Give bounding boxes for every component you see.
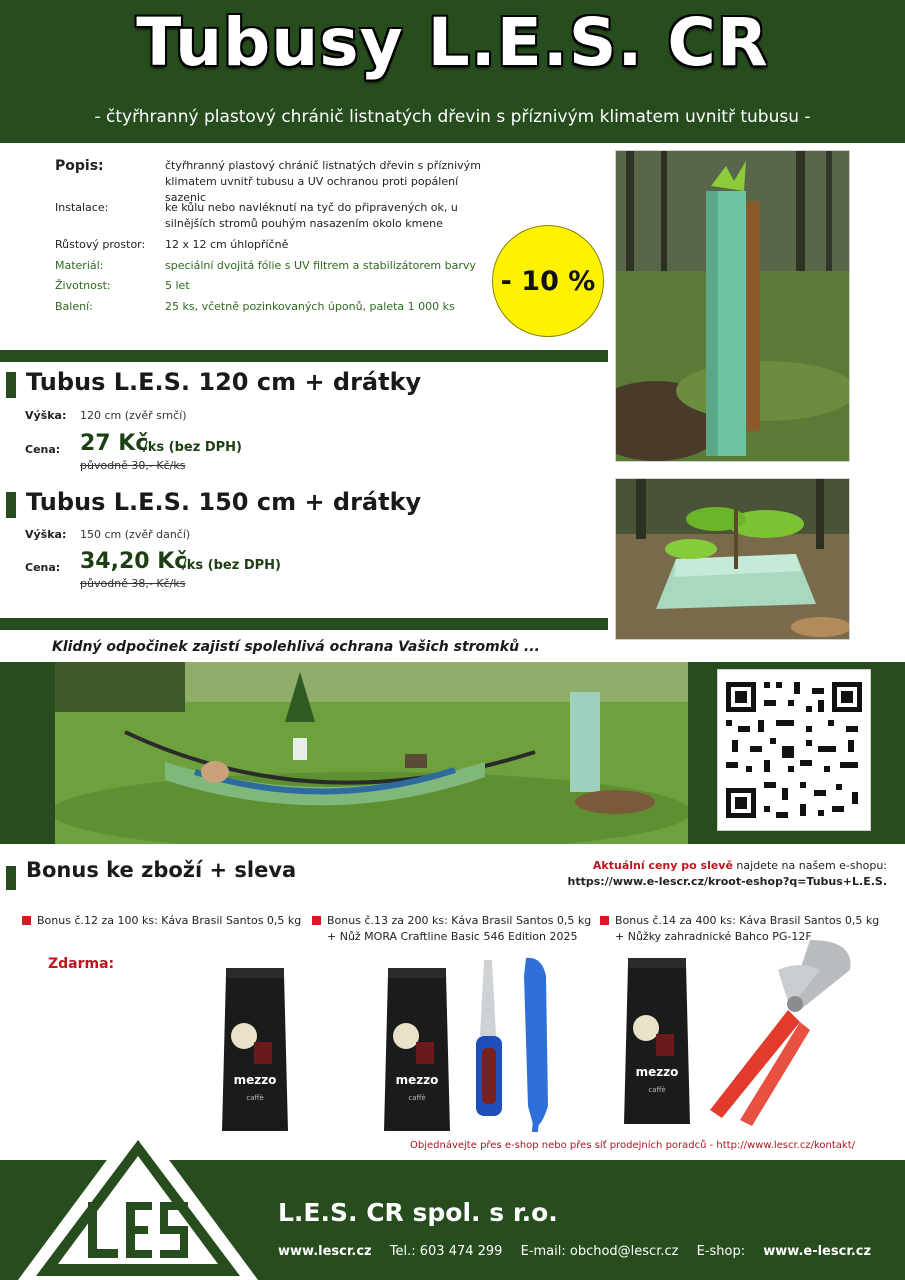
coffee-brand: mezzo	[635, 1065, 679, 1079]
slogan: Klidný odpočinek zajistí spolehlivá ochrana Vašich stromků ...	[52, 639, 540, 655]
price-label: Cena:	[25, 561, 61, 574]
photo-hammock-art	[55, 662, 688, 844]
spec-value: 12 x 12 cm úhlopříčně	[165, 238, 289, 251]
price-old: původně 30,- Kč/ks	[80, 459, 186, 472]
coffee-bag-art	[622, 956, 692, 1128]
qr-code-art	[718, 670, 870, 830]
eshop-note-text: najdete na našem e-shopu:	[732, 859, 887, 872]
bonus-title-text: Bonus ke zboží + sleva	[26, 858, 297, 882]
spec-label: Růstový prostor:	[55, 238, 146, 251]
web-link[interactable]: www.lescr.cz	[278, 1244, 372, 1259]
product-title-120	[6, 368, 421, 396]
eshop-note-highlight: Aktuální ceny po slevě	[592, 859, 733, 872]
company-name: L.E.S. CR spol. s r.o.	[278, 1198, 558, 1227]
coffee-sub: caffè	[408, 1094, 426, 1102]
spec-label: Materiál:	[55, 259, 104, 272]
coffee-bag-12	[220, 966, 290, 1136]
coffee-brand: mezzo	[395, 1073, 439, 1087]
divider-bar	[0, 618, 608, 630]
order-note: Objednávejte přes e-shop nebo přes síť prodejních poradců - http://www.lescr.cz/kontakt/	[410, 1140, 855, 1151]
title-marker	[6, 492, 16, 518]
eshop-link[interactable]: https://www.e-lescr.cz/kroot-eshop?q=Tubus+L.E.S.	[567, 875, 887, 888]
height-value: 150 cm (zvěř dančí)	[80, 528, 191, 541]
knife-image	[462, 956, 574, 1136]
free-label: Zdarma:	[48, 956, 115, 972]
photo-tube-forest	[615, 150, 850, 462]
qr-code[interactable]	[717, 669, 871, 831]
bullet-icon	[22, 916, 31, 925]
spec-label: Popis:	[55, 158, 104, 174]
coffee-sub: caffè	[648, 1086, 666, 1094]
bonus-item-text-2: + Nůžky zahradnické Bahco PG-12F	[615, 930, 812, 943]
eshop-note	[567, 858, 887, 890]
discount-badge: - 10 %	[492, 225, 604, 337]
pruner-image	[690, 930, 860, 1130]
coffee-bag-13	[382, 966, 452, 1136]
bonus-item-text: Bonus č.12 za 100 ks: Káva Brasil Santos 0,5 kg	[37, 914, 302, 927]
price-suffix: /ks (bez DPH)	[143, 440, 242, 455]
coffee-brand: mezzo	[233, 1073, 277, 1087]
divider-bar	[0, 350, 608, 362]
coffee-bag-art	[220, 966, 290, 1136]
spec-value: 5 let	[165, 279, 190, 292]
spec-value: čtyřhranný plastový chránič listnatých dřevin s příznivým klimatem uvnitř tubusu a UV ochranou proti popálení sazenic	[165, 159, 481, 204]
price-label: Cena:	[25, 443, 61, 456]
spec-value: 25 ks, včetně pozinkovaných úponů, paleta 1 000 ks	[165, 300, 455, 313]
price-old: původně 38,- Kč/ks	[80, 577, 186, 590]
eshop-label: E-shop:	[696, 1244, 750, 1259]
photo-seedling-art	[616, 479, 850, 640]
spec-value: ke kůlu nebo navléknutí na tyč do připravených ok, u silnějších stromů pouhým nasazením okolo kmene	[165, 201, 458, 230]
price-suffix: /ks (bez DPH)	[182, 558, 281, 573]
eshop-footer-link[interactable]: www.e-lescr.cz	[763, 1244, 872, 1259]
bullet-icon	[312, 916, 321, 925]
coffee-bag-14	[622, 956, 692, 1128]
coffee-sub: caffè	[246, 1094, 264, 1102]
bonus-title	[6, 858, 296, 882]
title-marker	[6, 372, 16, 398]
email[interactable]: E-mail: obchod@lescr.cz	[520, 1244, 679, 1259]
product-title-text: Tubus L.E.S. 120 cm + drátky	[26, 368, 422, 396]
title-marker	[6, 866, 16, 890]
product-title-150	[6, 488, 421, 516]
spec-value: speciální dvojitá fólie s UV filtrem a stabilizátorem barvy	[165, 259, 476, 272]
product-title-text: Tubus L.E.S. 150 cm + drátky	[26, 488, 422, 516]
phone: Tel.: 603 474 299	[389, 1244, 503, 1259]
bonus-item-text: Bonus č.13 za 200 ks: Káva Brasil Santos 0,5 kg	[327, 914, 592, 927]
knife-art	[462, 956, 574, 1136]
page-subtitle: - čtyřhranný plastový chránič listnatých dřevin s příznivým klimatem uvnitř tubusu -	[94, 107, 811, 127]
page-title: Tubusy L.E.S. CR	[136, 4, 769, 81]
coffee-bag-art	[382, 966, 452, 1136]
bullet-icon	[600, 916, 609, 925]
price-value: 27 Kč	[80, 431, 149, 456]
pruner-art	[690, 930, 860, 1130]
spec-label: Balení:	[55, 300, 93, 313]
company-logo	[18, 1118, 258, 1280]
contacts-line	[278, 1244, 885, 1259]
spec-label: Životnost:	[55, 279, 111, 292]
price-value: 34,20 Kč	[80, 549, 188, 574]
bonus-item-13	[312, 913, 591, 945]
photo-seedling	[615, 478, 850, 640]
height-label: Výška:	[25, 528, 67, 541]
bonus-item-text-2: + Nůž MORA Craftline Basic 546 Edition 2025	[327, 930, 578, 943]
bonus-item-12	[22, 913, 301, 929]
spec-label: Instalace:	[55, 201, 109, 214]
height-label: Výška:	[25, 409, 67, 422]
height-value: 120 cm (zvěř srnčí)	[80, 409, 187, 422]
photo-hammock	[55, 662, 688, 844]
photo-tube-forest-art	[616, 151, 850, 462]
bonus-item-text: Bonus č.14 za 400 ks: Káva Brasil Santos 0,5 kg	[615, 914, 880, 927]
les-logo-art	[18, 1118, 258, 1280]
